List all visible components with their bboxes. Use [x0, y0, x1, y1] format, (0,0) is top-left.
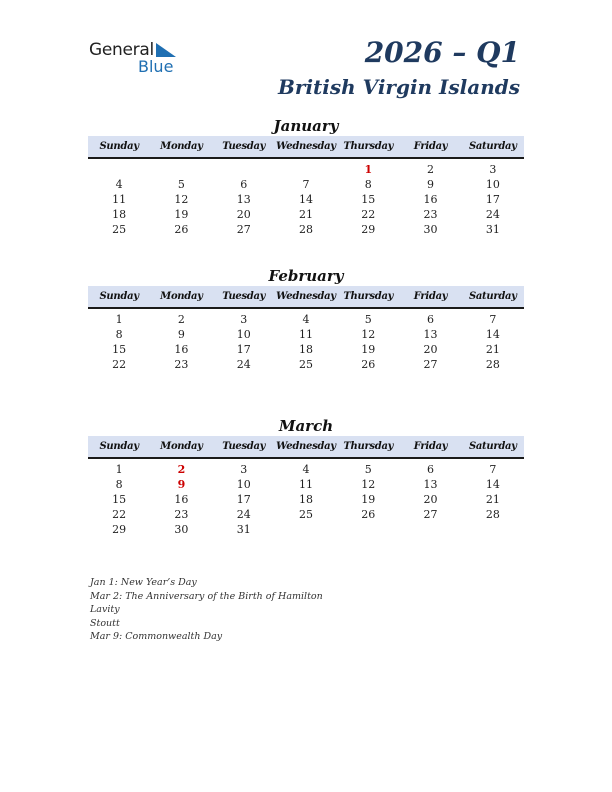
weekday-label: Tuesday: [222, 141, 266, 152]
month-january: [88, 116, 524, 237]
weekday-label: Wednesday: [276, 441, 336, 452]
day-cell: 4: [302, 463, 310, 476]
day-cell: 7: [302, 178, 310, 191]
day-cell: 13: [423, 328, 438, 341]
day-cell: 8: [364, 178, 372, 191]
week-row: [88, 177, 524, 192]
weekday-label: Monday: [160, 141, 203, 152]
day-cell: 9: [177, 478, 186, 491]
weekday-label: Monday: [160, 441, 203, 452]
day-cell: 5: [364, 313, 372, 326]
day-cell: 23: [174, 508, 189, 521]
day-cell: 16: [423, 193, 438, 206]
day-cell: 25: [298, 508, 313, 521]
day-cell: 13: [236, 193, 251, 206]
empty-day-cell: [462, 522, 524, 537]
weekday-header-row: [88, 136, 524, 159]
weekday-label: Wednesday: [276, 141, 336, 152]
weekday-label: Tuesday: [222, 291, 266, 302]
holiday-note: Mar 2: The Anniversary of the Birth of Hamilton Lavity: [90, 590, 323, 615]
day-cell: 6: [427, 313, 435, 326]
day-cell: 24: [236, 358, 251, 371]
day-cell: 2: [177, 463, 186, 476]
day-cell: 26: [361, 358, 376, 371]
day-cell: 9: [177, 328, 185, 341]
day-cell: 20: [236, 208, 251, 221]
day-cell: 29: [112, 523, 127, 536]
weekday-label: Monday: [160, 291, 203, 302]
day-cell: 15: [112, 493, 127, 506]
week-row: [88, 162, 524, 177]
empty-day-cell: [275, 522, 337, 537]
day-cell: 12: [174, 193, 189, 206]
day-cell: 5: [364, 463, 372, 476]
day-cell: 24: [236, 508, 251, 521]
weekday-label: Saturday: [468, 441, 517, 452]
day-cell: 7: [489, 313, 497, 326]
week-row: [88, 522, 524, 537]
weekday-header-row: [88, 286, 524, 309]
day-cell: 16: [174, 343, 189, 356]
day-cell: 25: [112, 223, 127, 236]
generalblue-logo: [89, 40, 189, 76]
day-cell: 7: [489, 463, 497, 476]
weekday-label: Sunday: [99, 441, 139, 452]
day-cell: 2: [177, 313, 185, 326]
day-cell: 11: [112, 193, 127, 206]
month-title: January: [273, 117, 339, 135]
weekday-label: Sunday: [99, 291, 139, 302]
day-cell: 17: [236, 493, 251, 506]
day-cell: 28: [298, 223, 313, 236]
day-cell: 17: [236, 343, 251, 356]
page-title: 2026 – Q1: [364, 36, 520, 69]
day-cell: 24: [485, 208, 500, 221]
week-row: [88, 192, 524, 207]
day-cell: 18: [298, 493, 313, 506]
week-row: [88, 207, 524, 222]
day-cell: 6: [427, 463, 435, 476]
holiday-note: Jan 1: New Year’s Day: [90, 577, 197, 588]
week-row: [88, 507, 524, 522]
empty-day-cell: [150, 162, 212, 177]
day-cell: 9: [427, 178, 435, 191]
day-cell: 14: [485, 328, 500, 341]
day-cell: 23: [423, 208, 438, 221]
weekday-label: Friday: [413, 441, 448, 452]
day-cell: 2: [427, 163, 435, 176]
day-cell: 3: [489, 163, 497, 176]
month-march: [88, 416, 524, 537]
day-cell: 10: [485, 178, 500, 191]
week-row: [88, 327, 524, 342]
day-cell: 4: [115, 178, 123, 191]
day-cell: 3: [240, 313, 248, 326]
logo-general-text: General: [89, 40, 154, 60]
day-cell: 20: [423, 343, 438, 356]
day-cell: 19: [361, 493, 376, 506]
month-february: [88, 266, 524, 372]
weekday-label: Wednesday: [276, 291, 336, 302]
day-cell: 26: [361, 508, 376, 521]
day-cell: 15: [112, 343, 127, 356]
day-cell: 3: [240, 463, 248, 476]
day-cell: 11: [298, 328, 313, 341]
logo-flag-icon: [156, 43, 176, 57]
empty-day-cell: [213, 162, 275, 177]
day-cell: 20: [423, 493, 438, 506]
day-cell: 14: [485, 478, 500, 491]
day-cell: 28: [485, 358, 500, 371]
week-row: [88, 492, 524, 507]
weekday-label: Saturday: [468, 291, 517, 302]
day-cell: 19: [361, 343, 376, 356]
day-cell: 27: [236, 223, 251, 236]
weekday-label: Friday: [413, 291, 448, 302]
weekday-label: Sunday: [99, 141, 139, 152]
weekday-label: Saturday: [468, 141, 517, 152]
empty-day-cell: [399, 522, 461, 537]
day-cell: 1: [364, 163, 373, 176]
weekday-label: Thursday: [343, 291, 394, 302]
day-cell: 31: [485, 223, 500, 236]
weekday-label: Thursday: [343, 441, 394, 452]
week-row: [88, 222, 524, 237]
day-cell: 12: [361, 478, 376, 491]
logo-blue-text: Blue: [138, 57, 174, 76]
day-cell: 17: [485, 193, 500, 206]
day-cell: 4: [302, 313, 310, 326]
day-cell: 22: [112, 358, 127, 371]
empty-day-cell: [275, 162, 337, 177]
page-subtitle: British Virgin Islands: [278, 75, 520, 99]
day-cell: 26: [174, 223, 189, 236]
week-row: [88, 462, 524, 477]
holiday-notes: [90, 576, 350, 644]
month-title: March: [278, 417, 334, 435]
holiday-note: Stoutt: [90, 617, 120, 629]
day-cell: 27: [423, 358, 438, 371]
day-cell: 30: [174, 523, 189, 536]
weekday-label: Tuesday: [222, 441, 266, 452]
day-cell: 25: [298, 358, 313, 371]
day-cell: 13: [423, 478, 438, 491]
day-cell: 8: [115, 328, 123, 341]
day-cell: 28: [485, 508, 500, 521]
weekday-header-row: [88, 436, 524, 459]
day-cell: 22: [112, 508, 127, 521]
day-cell: 30: [423, 223, 438, 236]
day-cell: 12: [361, 328, 376, 341]
week-row: [88, 357, 524, 372]
day-cell: 27: [423, 508, 438, 521]
day-cell: 21: [298, 208, 313, 221]
day-cell: 6: [240, 178, 248, 191]
day-cell: 10: [236, 478, 251, 491]
day-cell: 29: [361, 223, 376, 236]
day-cell: 10: [236, 328, 251, 341]
weekday-label: Thursday: [343, 141, 394, 152]
day-cell: 22: [361, 208, 376, 221]
day-cell: 19: [174, 208, 189, 221]
weekday-label: Friday: [413, 141, 448, 152]
day-cell: 14: [298, 193, 313, 206]
day-cell: 11: [298, 478, 313, 491]
day-cell: 31: [236, 523, 251, 536]
week-row: [88, 477, 524, 492]
day-cell: 21: [485, 493, 500, 506]
month-title: February: [268, 267, 344, 285]
holiday-note: Mar 9: Commonwealth Day: [90, 631, 223, 642]
day-cell: 8: [115, 478, 123, 491]
day-cell: 1: [115, 313, 123, 326]
day-cell: 21: [485, 343, 500, 356]
day-cell: 23: [174, 358, 189, 371]
week-row: [88, 312, 524, 327]
day-cell: 15: [361, 193, 376, 206]
empty-day-cell: [88, 162, 150, 177]
empty-day-cell: [337, 522, 399, 537]
week-row: [88, 342, 524, 357]
day-cell: 16: [174, 493, 189, 506]
day-cell: 18: [112, 208, 127, 221]
day-cell: 1: [115, 463, 123, 476]
day-cell: 18: [298, 343, 313, 356]
day-cell: 5: [177, 178, 185, 191]
